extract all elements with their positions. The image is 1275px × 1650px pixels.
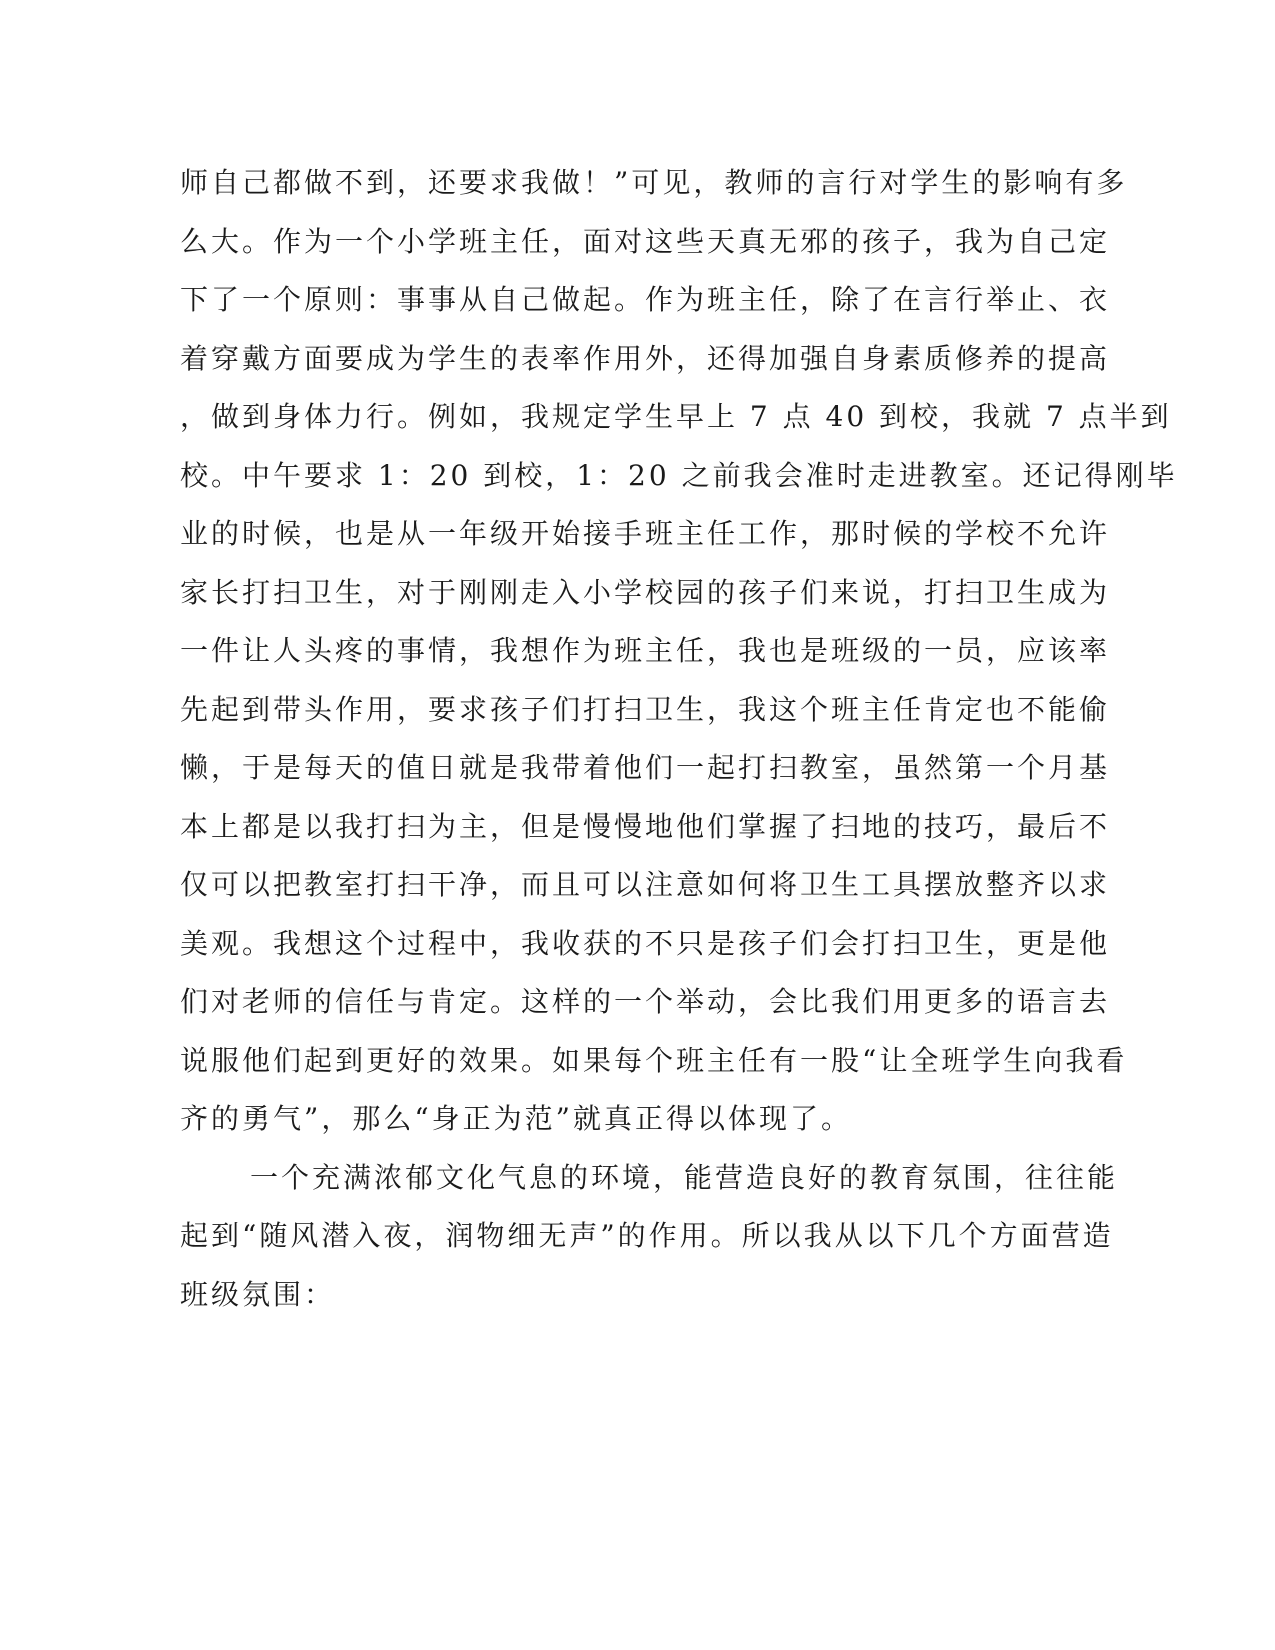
text-line: 一件让人头疼的事情，我想作为班主任，我也是班级的一员，应该率 <box>180 634 1111 667</box>
text-line: 美观。我想这个过程中，我收获的不只是孩子们会打扫卫生，更是他 <box>180 926 1111 960</box>
text-line: 先起到带头作用，要求孩子们打扫卫生，我这个班主任肯定也不能偷 <box>180 692 1111 726</box>
text-line: 么大。作为一个小学班主任，面对这些天真无邪的孩子，我为自己定 <box>180 224 1111 258</box>
text-line: 家长打扫卫生，对于刚刚走入小学校园的孩子们来说，打扫卫生成为 <box>180 575 1111 609</box>
text-line: 师自己都做不到，还要求我做！”可见，教师的言行对学生的影响有多 <box>180 166 1128 199</box>
text-line: 校。中午要求 1：20 到校，1：20 之前我会准时走进教室。还记得刚毕 <box>180 458 1178 492</box>
text-line: 下了一个原则：事事从自己做起。作为班主任，除了在言行举止、衣 <box>180 283 1111 316</box>
text-line: 们对老师的信任与肯定。这样的一个举动，会比我们用更多的语言去 <box>180 985 1111 1018</box>
text-line: 业的时候，也是从一年级开始接手班主任工作，那时候的学校不允许 <box>180 517 1111 550</box>
text-line: 齐的勇气”，那么“身正为范”就真正得以体现了。 <box>180 1102 852 1135</box>
paragraph-teacher-example <box>180 154 1178 1149</box>
text-line: 起到“随风潜入夜，润物细无声”的作用。所以我从以下几个方面营造 <box>180 1219 1114 1252</box>
text-line: 本上都是以我打扫为主，但是慢慢地他们掌握了扫地的技巧，最后不 <box>180 809 1111 843</box>
text-line: ，做到身体力行。例如，我规定学生早上 7 点 40 到校，我就 7 点半到 <box>180 400 1172 433</box>
text-line: 班级氛围： <box>180 1277 336 1311</box>
text-line: 着穿戴方面要成为学生的表率作用外，还得加强自身素质修养的提高 <box>180 341 1111 375</box>
text-line: 说服他们起到更好的效果。如果每个班主任有一股“让全班学生向我看 <box>180 1043 1128 1077</box>
text-line: 仅可以把教室打扫干净，而且可以注意如何将卫生工具摆放整齐以求 <box>180 868 1111 901</box>
text-line: 一个充满浓郁文化气息的环境，能营造良好的教育氛围，往往能 <box>250 1160 1119 1194</box>
text-line: 懒，于是每天的值日就是我带着他们一起打扫教室，虽然第一个月基 <box>180 751 1111 784</box>
paragraph-class-atmosphere <box>180 1149 1119 1325</box>
body-text <box>180 154 1178 1324</box>
